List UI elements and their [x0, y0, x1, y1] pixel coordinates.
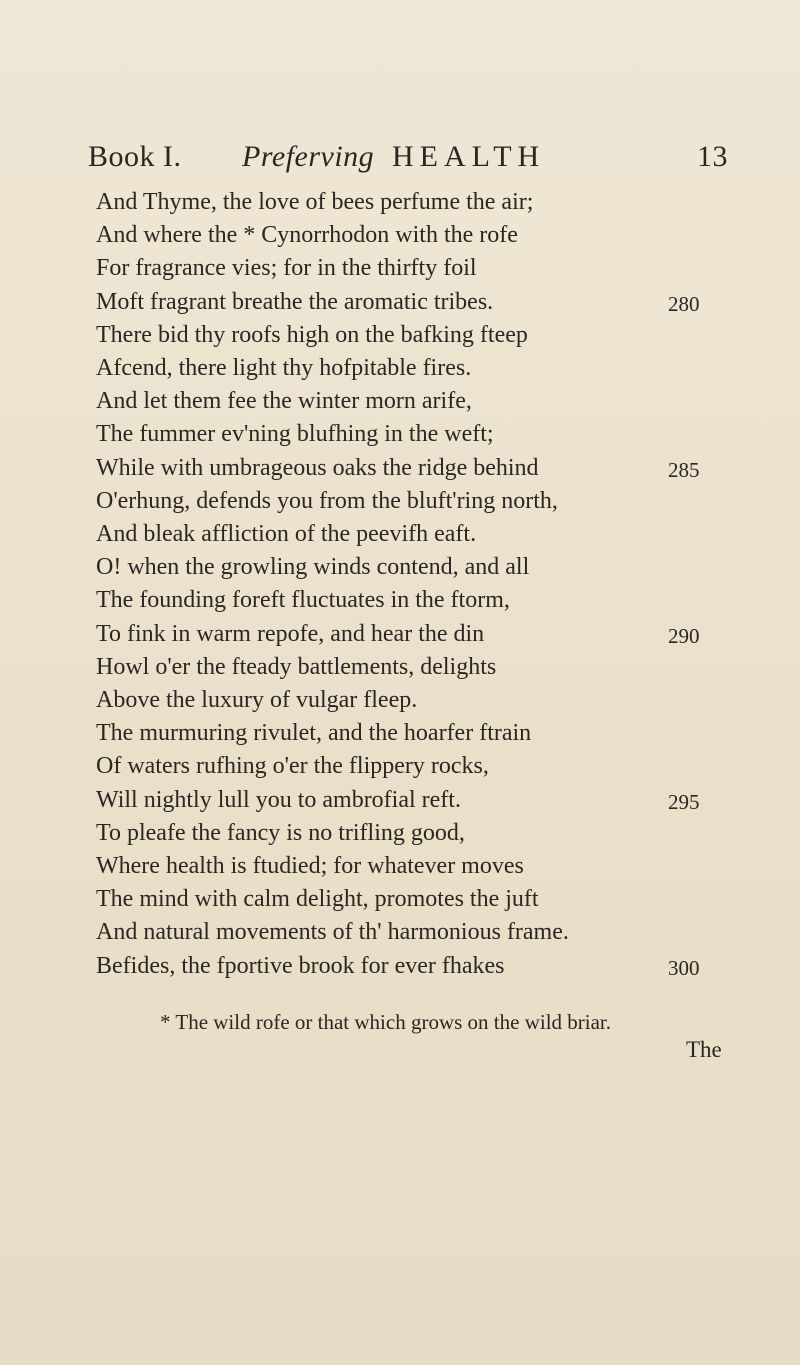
verse-line: Afcend, there light thy hofpitable fires. — [96, 355, 472, 381]
verse-line: There bid thy roofs high on the bafking fteep — [96, 321, 528, 348]
verse-line: And where the * Cynorrhodon with the rofe — [96, 222, 518, 249]
verse-line: The founding foreft fluctuates in the ftorm, — [96, 587, 510, 614]
verse-line: The fummer ev'ning blufhing in the weft; — [96, 421, 494, 448]
verse-line: While with umbrageous oaks the ridge behind — [96, 454, 539, 481]
verse-line: And natural movements of th' harmonious frame. — [96, 919, 569, 946]
verse-line: Will nightly lull you to ambrofial reft. — [96, 786, 461, 813]
verse-line: Above the luxury of vulgar fleep. — [96, 687, 418, 713]
verse-line: For fragrance vies; for in the thirfty foil — [96, 255, 477, 282]
verse-line: Moft fragrant breathe the aromatic tribes. — [96, 288, 494, 315]
book-number: Book I. — [88, 140, 182, 173]
verse-line: O! when the growling winds contend, and all — [96, 554, 530, 581]
footnote: * The wild rofe or that which grows on the wild briar. — [160, 1010, 612, 1034]
line-number: 285 — [668, 457, 700, 482]
catchword: The — [686, 1037, 722, 1062]
verse-line: The mind with calm delight, promotes the juft — [96, 886, 539, 913]
verse-line: To pleafe the fancy is no trifling good, — [96, 819, 465, 846]
running-header — [88, 140, 728, 180]
line-number: 280 — [668, 291, 700, 316]
verse-line: Befides, the fportive brook for ever fhakes — [96, 952, 505, 979]
line-number: 290 — [668, 623, 700, 648]
verse-line: Howl o'er the fteady battlements, delights — [96, 653, 497, 680]
line-number: 295 — [668, 789, 700, 814]
page-number: 13 — [697, 140, 728, 173]
line-number: 300 — [668, 955, 700, 980]
verse-line: Where health is ftudied; for whatever moves — [96, 853, 524, 879]
verse-line: The murmuring rivulet, and the hoarfer ftrain — [96, 720, 532, 747]
verse-line: To fink in warm repofe, and hear the din — [96, 620, 485, 647]
verse-line: And Thyme, the love of bees perfume the air; — [96, 189, 534, 215]
verse-line: And bleak affliction of the peevifh eaft. — [96, 521, 477, 547]
running-title-subject: Preferving — [242, 140, 375, 173]
running-title-health: HEALTH — [392, 140, 546, 173]
verse-line: O'erhung, defends you from the bluft'ring north, — [96, 487, 558, 514]
verse-line: And let them fee the winter morn arife, — [96, 388, 472, 415]
verse-line: Of waters rufhing o'er the flippery rocks, — [96, 753, 489, 780]
